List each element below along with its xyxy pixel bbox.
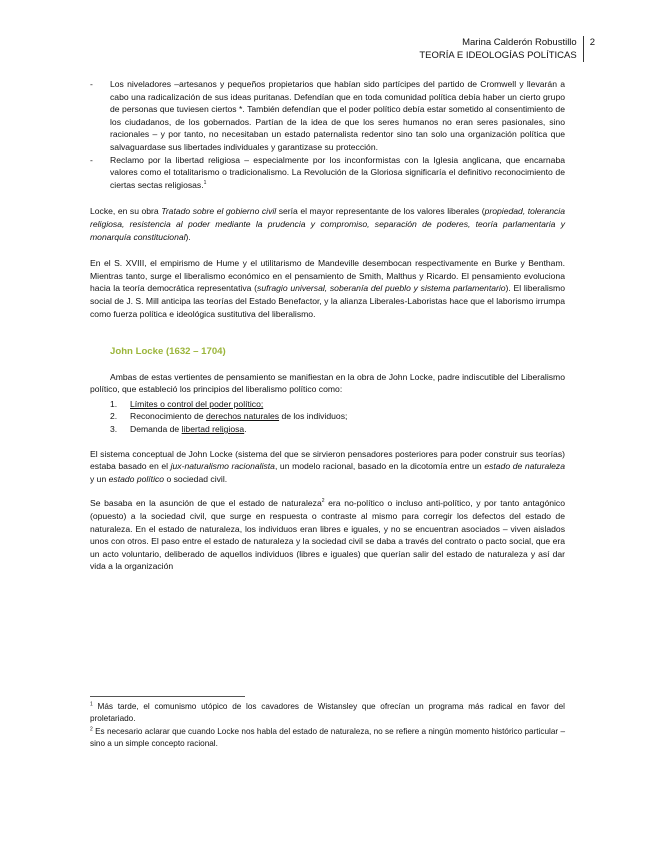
text-span: era no-político o incluso anti-político, y por tanto antagónico (opuesto) a la sociedad civil, que surge en respuesta o contraste al mismo para corregir los defectos del estado de naturaleza. En el estado de naturaleza, los individuos eran libres e iguales, y no se encuentran asociados – viven aislados unos con otros. El paso entre el estado de naturaleza y la sociedad civil se daba a través del contrato o pacto social, que era un acto voluntario, deliberado de aquellos individuos (libres e iguales) que querían salir del estado de naturaleza y así dar vida a la organización: [90, 498, 565, 572]
list-item: [110, 398, 565, 411]
underlined-text: libertad religiosa: [181, 424, 245, 435]
list-number: 3.: [110, 424, 118, 435]
page-header: [419, 36, 595, 62]
bullet-mark: -: [90, 154, 93, 165]
paragraph-sistema: [90, 448, 565, 486]
bullet-text: Reclamo por la libertad religiosa – especialmente por los inconformistas con la Iglesia anglicana, que encarnaba valores como el totalitarismo o tradicionalismo. La Revolución de la Gloriosa significaría el definitivo reconocimiento de ciertas sectas religiosas.: [110, 154, 565, 190]
text-span: , un modelo racional, basado en la dicotomía entre un: [274, 461, 485, 472]
list-number: 2.: [110, 411, 118, 422]
bullet-text: Los niveladores –artesanos y pequeños propietarios que habían sido partícipes del partido de Cromwell y llevarán a cabo una radicalización de sus ideas puritanas. Defendían que en toda comunidad política debía haber un cierto grupo de personas que tuviesen ciertos *. También defendían que el poder político debía estar sometido al consentimiento de los ciudadanos, de los gobernados. Partían de la idea de que los seres humanos no eran seres pasionales, sino racionales – y por tanto, no necesitaban un estado paternalista redentor sino tan solo una organización política que salvaguardase sus libertades individuales y garantizase su protección.: [110, 79, 565, 152]
text-span: o sociedad civil.: [164, 473, 228, 484]
page-number: 2: [589, 37, 595, 48]
text-span: Reconocimiento de: [130, 411, 206, 422]
footnote-text: Más tarde, el comunismo utópico de los cavadores de Wistansley que ofrecían un programa más radical en favor del proletariado.: [90, 702, 565, 724]
footnotes: [90, 701, 565, 751]
header-author: Marina Calderón Robustillo: [462, 37, 577, 48]
footnote-ref[interactable]: 1: [203, 179, 207, 186]
list-number: 1.: [110, 398, 118, 409]
text-span: .: [244, 424, 247, 435]
footnote-text: Es necesario aclarar que cuando Locke nos habla del estado de naturaleza, no se refiere a ningún momento histórico particular – sino a un simple concepto racional.: [90, 726, 565, 749]
footnote: [90, 701, 565, 726]
underlined-text: derechos naturales: [205, 411, 280, 422]
principles-list: [90, 398, 565, 436]
text-span: de los individuos;: [279, 411, 348, 422]
text-span: ). El liberalismo social de J. S. Mill anticipa las teorías del Estado Benefactor, y la alianza Liberales-Laboristas hace que el laborismo irrumpa como fuerza política e ideológica sustitutiva del liberalismo.: [90, 283, 565, 319]
footnote-number: 2: [90, 726, 93, 733]
text-span: El sistema conceptual de John Locke (sistema del que se sirvieron pensadores posteriores para poder construir sus teorías) estaba basado en el: [90, 448, 565, 472]
list-item: [90, 154, 565, 192]
section-title: John Locke (1632 – 1704): [110, 346, 226, 358]
paragraph-basaba: [90, 497, 565, 573]
text-span: ).: [185, 231, 191, 242]
paragraph-locke: [90, 205, 565, 243]
text-span: sería el mayor representante de los valores liberales (: [276, 206, 485, 217]
footnote-number: 1: [90, 701, 93, 708]
paragraph-xviii: [90, 257, 565, 320]
header-course: TEORÍA E IDEOLOGÍAS POLÍTICAS: [419, 50, 577, 61]
list-item: [110, 410, 565, 423]
text-span: sufragio universal, soberanía del pueblo y sistema parlamentario: [257, 283, 506, 294]
text-span: Demanda de: [130, 424, 182, 435]
text-span: Se basaba en la asunción de que el estado de naturaleza: [90, 498, 322, 509]
text-span: estado político: [108, 473, 165, 484]
footnote-divider: [90, 696, 245, 697]
footnote: [90, 726, 565, 751]
text-span: estado de naturaleza: [484, 461, 565, 472]
footnote-ref[interactable]: 2: [321, 498, 325, 505]
bullet-list: [90, 78, 565, 191]
list-item: [90, 78, 565, 154]
header-text: [419, 36, 582, 62]
bullet-mark: -: [90, 79, 93, 89]
text-span: y un: [90, 473, 109, 484]
document-body: [90, 78, 565, 573]
text-span: En el S. XVIII, el empirismo de Hume y el utilitarismo de Mandeville desembocan respectivamente en Burke y Bentham. Mientras tanto, surge el liberalismo económico en el pensamiento de Smith, Malthus y Ricardo. El pensamiento evoluciona hacia la teoría democrática representativa (: [90, 258, 565, 294]
underlined-text: Límites o control del poder político;: [130, 398, 264, 409]
section-intro: Ambas de estas vertientes de pensamiento se manifiestan en la obra de John Locke, padre indiscutible del Liberalismo político, que estableció los principios del liberalismo político como:: [90, 371, 565, 395]
text-span: jux-naturalismo racionalista: [170, 461, 275, 472]
list-item: [110, 423, 565, 436]
book-title: Tratado sobre el gobierno civil: [161, 206, 277, 217]
text-span: propiedad, tolerancia religiosa, resistencia al poder mediante la prudencia y compromiso, separación de poderes, teoría parlamentaria y monarquía constitucional: [90, 206, 565, 242]
text-span: Locke, en su obra: [90, 206, 162, 217]
